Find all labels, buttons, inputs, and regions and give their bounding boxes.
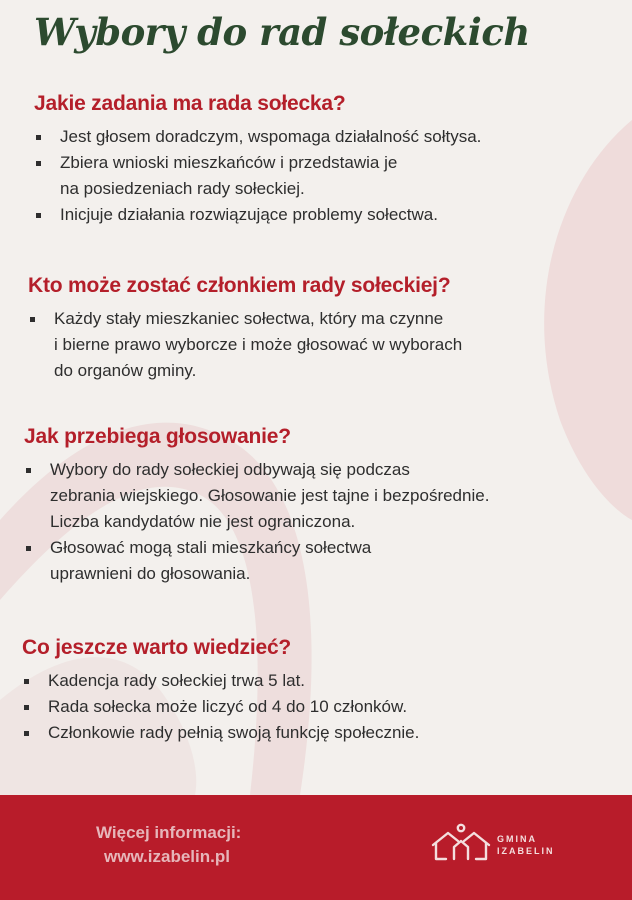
- gmina-izabelin-logo: [430, 821, 570, 867]
- section-more-info: [22, 636, 632, 746]
- bullet-list: [34, 124, 632, 228]
- bullet-list: [28, 306, 632, 384]
- list-item: Każdy stały mieszkaniec sołectwa, który ma czynne i bierne prawo wyborcze i może głosować w wyborach do organów gminy.: [28, 306, 632, 384]
- section-heading: Jakie zadania ma rada sołecka?: [34, 92, 346, 115]
- list-item: Wybory do rady sołeckiej odbywają się podczas zebrania wiejskiego. Głosowanie jest tajne i bezpośrednie. Liczba kandydatów nie jest ograniczona.: [24, 457, 632, 535]
- page-title: Wybory do rad sołeckich: [34, 10, 530, 54]
- section-heading: Jak przebiega głosowanie?: [24, 425, 291, 448]
- section-tasks: [34, 92, 632, 228]
- section-heading: Co jeszcze warto wiedzieć?: [22, 636, 292, 659]
- list-item: Zbiera wnioski mieszkańców i przedstawia je na posiedzeniach rady sołeckiej.: [34, 150, 632, 202]
- list-item: Członkowie rady pełnią swoją funkcję społecznie.: [22, 720, 632, 746]
- house-logo-icon: [430, 821, 492, 865]
- list-item: Głosować mogą stali mieszkańcy sołectwa uprawnieni do głosowania.: [24, 535, 632, 587]
- website-link[interactable]: www.izabelin.pl: [104, 847, 230, 866]
- section-eligibility: [28, 274, 632, 384]
- list-item: Jest głosem doradczym, wspomaga działalność sołtysa.: [34, 124, 632, 150]
- bullet-list: [22, 668, 632, 746]
- list-item: Inicjuje działania rozwiązujące problemy sołectwa.: [34, 202, 632, 228]
- footer-bar: [0, 795, 632, 900]
- bullet-list: [24, 457, 632, 587]
- section-heading: Kto może zostać członkiem rady sołeckiej?: [28, 274, 451, 297]
- list-item: Kadencja rady sołeckiej trwa 5 lat.: [22, 668, 632, 694]
- logo-text: GMINA IZABELIN: [497, 834, 555, 856]
- more-info-label: Więcej informacji:: [96, 823, 242, 842]
- section-voting: [24, 425, 632, 587]
- list-item: Rada sołecka może liczyć od 4 do 10 członków.: [22, 694, 632, 720]
